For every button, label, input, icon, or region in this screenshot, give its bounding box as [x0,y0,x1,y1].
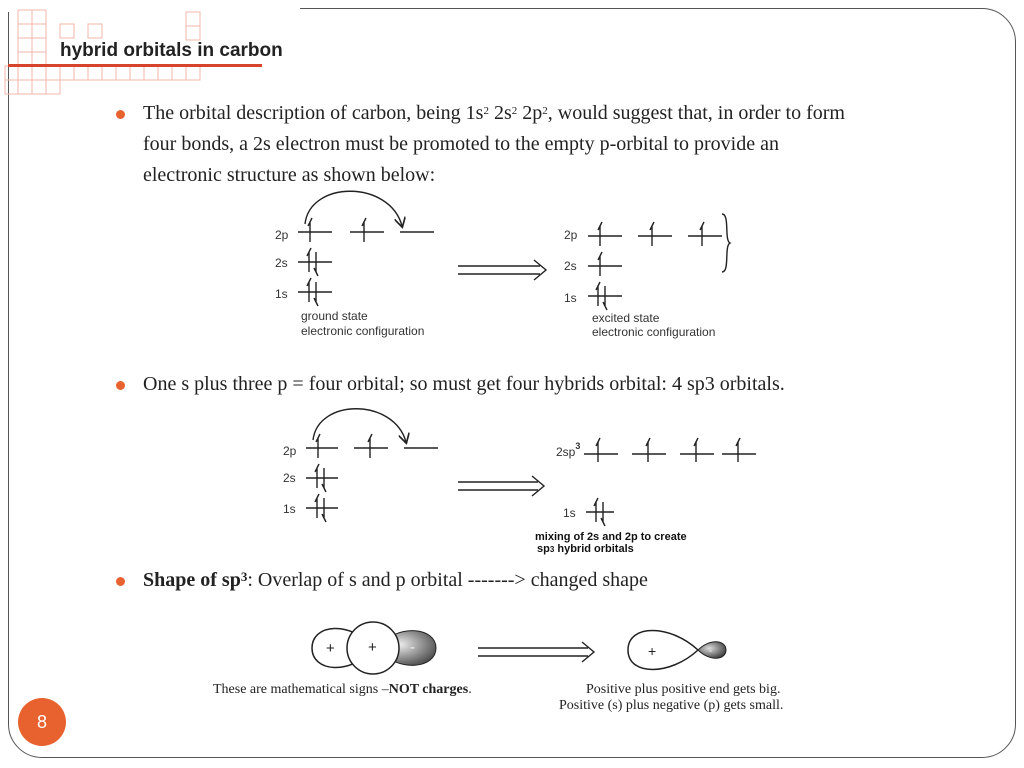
bullet-1-line-2: four bonds, a 2s electron must be promoted to the empty p-orbital to provide an [143,133,779,155]
excited-state-caption-1: excited state [592,311,660,325]
hybrid-minus-sign: - [709,646,713,657]
label-2sp3: $2sp^3$ [556,441,581,459]
ground-state-caption-2: electronic configuration [301,324,425,338]
bullet-1-line-3: electronic structure as shown below: [143,164,436,186]
slide-title: hybrid orbitals in carbon [60,40,283,61]
bullet-text-3: Shape of $sp^3$: Overlap of s and p orbital -------> changed shape [143,569,648,591]
label-1s-left: 1s [275,287,288,301]
slide-number-badge: 8 [18,698,66,746]
shape-heading: Shape of $sp^3$ [143,569,248,591]
label-2p-diag2: 2p [283,444,297,458]
bullet-1-line-1: The orbital description of carbon, being $1s^2$ $2s^2$ $2p^2$, would suggest that, in order to form [143,102,845,124]
excited-state-caption-2: electronic configuration [592,325,716,339]
label-2s-diag2: 2s [283,471,296,485]
label-2s-left: 2s [275,256,288,270]
label-1s-right: 1s [564,291,577,305]
label-2p-right: 2p [564,228,578,242]
ground-state-caption-1: ground state [301,309,368,323]
math-signs-caption: These are mathematical signs –NOT charges. [213,682,472,697]
minus-sign: - [410,639,415,656]
bullet-text-2: One s plus three p = four orbital; so must get four hybrids orbital: 4 sp3 orbitals. [143,373,785,395]
hybrid-caption-2: Positive (s) plus negative (p) gets small. [559,698,784,713]
label-2p-left: 2p [275,228,289,242]
plus-sign-2: + [368,639,377,656]
label-2s-right: 2s [564,259,577,273]
mixing-caption-2: sp3 hybrid orbitals [537,543,634,555]
hybrid-caption-1: Positive plus positive end gets big. [586,682,781,697]
plus-sign-1: + [326,640,335,657]
mixing-caption-1: mixing of 2s and 2p to create [535,531,687,543]
hybrid-plus-sign: + [648,643,657,659]
label-1s-sp3: 1s [563,506,576,520]
label-1s-diag2: 1s [283,502,296,516]
